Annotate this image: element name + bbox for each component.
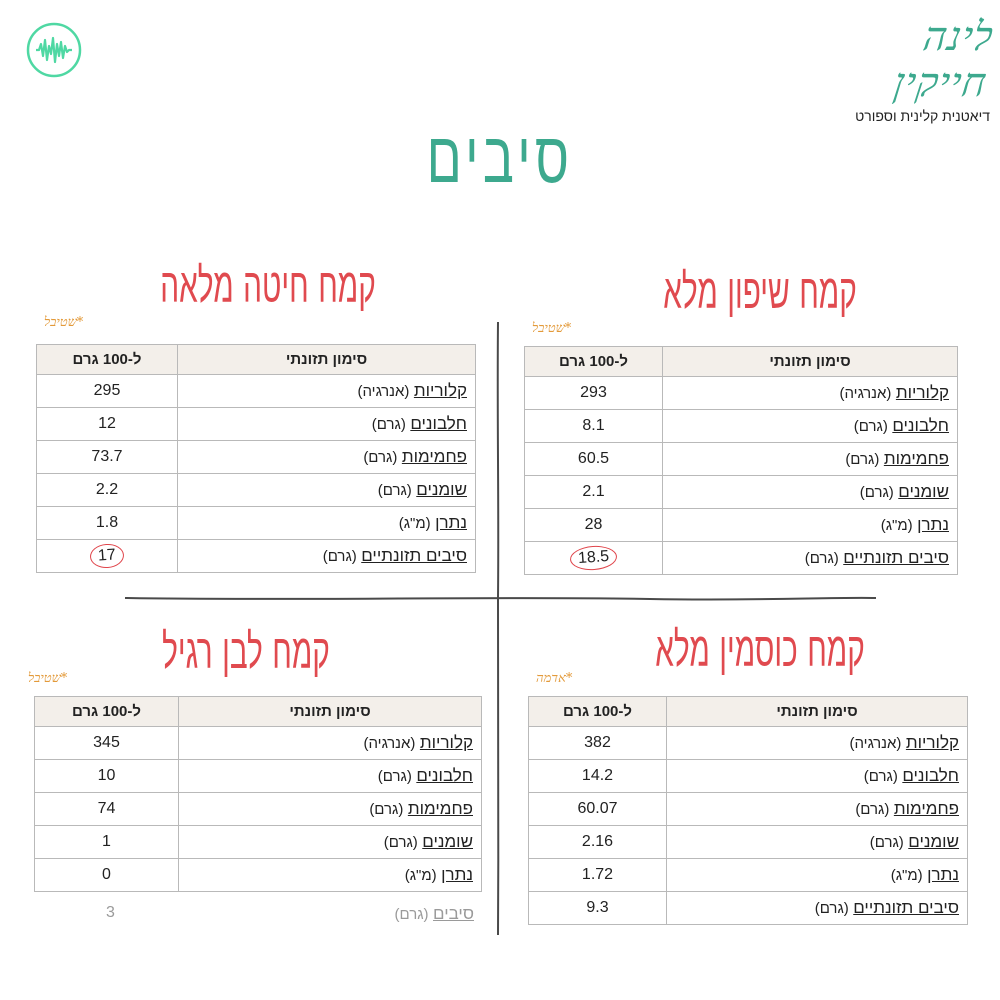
table-row bbox=[37, 507, 476, 540]
nutrient-unit: (אנרגיה) bbox=[849, 735, 902, 752]
header-label: סימון תזונתי bbox=[178, 345, 476, 375]
nutrient-link[interactable]: חלבונים bbox=[902, 766, 959, 785]
nutrient-value: 12 bbox=[37, 408, 178, 441]
nutrient-unit: (גרם) bbox=[322, 548, 357, 565]
nutrient-value: 1.8 bbox=[37, 507, 178, 540]
nutrient-unit: (גרם) bbox=[377, 768, 412, 785]
table-row bbox=[525, 410, 958, 443]
nutrient-value: 1.72 bbox=[529, 859, 667, 892]
nutrient-link[interactable]: סיבים תזונתיים bbox=[853, 898, 959, 917]
panel-note: *שטיבל bbox=[28, 671, 68, 686]
nutrient-value: 0 bbox=[35, 859, 179, 892]
nutrient-value: 2.2 bbox=[37, 474, 178, 507]
table-row bbox=[35, 859, 482, 892]
table-row bbox=[37, 474, 476, 507]
table-row bbox=[37, 375, 476, 408]
nutrient-unit: (מ"ג) bbox=[880, 517, 913, 534]
table-row bbox=[35, 793, 482, 826]
nutrient-link[interactable]: סיבים תזונתיים bbox=[361, 546, 467, 565]
nutrient-unit: (גרם) bbox=[371, 416, 406, 433]
nutrition-table bbox=[524, 346, 958, 575]
table-row bbox=[35, 727, 482, 760]
nutrient-value: 382 bbox=[529, 727, 667, 760]
table-row bbox=[529, 859, 968, 892]
nutrient-value: 1 bbox=[35, 826, 179, 859]
nutrient-unit: (גרם) bbox=[859, 484, 894, 501]
nutrient-value: 60.07 bbox=[529, 793, 667, 826]
nutrient-link[interactable]: חלבונים bbox=[416, 766, 473, 785]
nutrient-link[interactable]: סיבים bbox=[433, 904, 474, 923]
nutrient-link[interactable]: נתרן bbox=[927, 865, 959, 884]
nutrient-unit: (גרם) bbox=[845, 451, 880, 468]
header-value: ל-100 גרם bbox=[525, 347, 663, 377]
nutrient-link[interactable]: פחמימות bbox=[401, 447, 467, 466]
panel-title: קמח לבן רגיל bbox=[162, 624, 330, 680]
page-title: סיבים bbox=[426, 115, 574, 199]
nutrient-unit: (גרם) bbox=[863, 768, 898, 785]
nutrient-value: 8.1 bbox=[525, 410, 663, 443]
table-row bbox=[529, 793, 968, 826]
nutrient-value: 3 bbox=[106, 904, 115, 921]
nutrient-value: 60.5 bbox=[525, 443, 663, 476]
nutrient-link[interactable]: נתרן bbox=[441, 865, 473, 884]
nutrient-value: 10 bbox=[35, 760, 179, 793]
nutrient-unit: (אנרגיה) bbox=[839, 385, 892, 402]
header-label: סימון תזונתי bbox=[179, 697, 482, 727]
table-row bbox=[525, 509, 958, 542]
nutrient-value: 74 bbox=[35, 793, 179, 826]
table-row bbox=[37, 408, 476, 441]
nutrient-link[interactable]: קלוריות bbox=[419, 733, 473, 752]
nutrient-unit: (גרם) bbox=[814, 900, 849, 917]
table-row bbox=[37, 441, 476, 474]
nutrient-unit: (גרם) bbox=[369, 801, 404, 818]
table-row bbox=[529, 892, 968, 925]
panel-note: *שטיבל bbox=[44, 315, 84, 330]
table-row bbox=[525, 476, 958, 509]
nutrient-link[interactable]: פחמימות bbox=[893, 799, 959, 818]
table-row bbox=[529, 826, 968, 859]
header-label: סימון תזונתי bbox=[667, 697, 968, 727]
nutrition-table bbox=[528, 696, 968, 925]
nutrient-unit: (אנרגיה) bbox=[363, 735, 416, 752]
header-label: סימון תזונתי bbox=[663, 347, 958, 377]
nutrient-unit: (גרם) bbox=[804, 550, 839, 567]
nutrient-link[interactable]: שומנים bbox=[908, 832, 959, 851]
logo-name: לינה חייקין bbox=[890, 14, 997, 106]
panel-note: *אדמה bbox=[536, 671, 573, 686]
faded-fiber-row bbox=[34, 904, 482, 928]
table-row bbox=[525, 542, 958, 575]
nutrient-value: 73.7 bbox=[37, 441, 178, 474]
table-row bbox=[37, 540, 476, 573]
nutrient-link[interactable]: שומנים bbox=[898, 482, 949, 501]
nutrient-link[interactable]: שומנים bbox=[422, 832, 473, 851]
nutrient-unit: (גרם) bbox=[855, 801, 890, 818]
nutrient-unit: (מ"ג) bbox=[398, 515, 431, 532]
nutrient-value: 9.3 bbox=[529, 892, 667, 925]
circled-fiber-value: 18.5 bbox=[569, 544, 618, 571]
nutrient-unit: (גרם) bbox=[853, 418, 888, 435]
nutrient-link[interactable]: נתרן bbox=[917, 515, 949, 534]
nutrient-link[interactable]: פחמימות bbox=[407, 799, 473, 818]
nutrient-unit: (מ"ג) bbox=[404, 867, 437, 884]
nutrient-value: 14.2 bbox=[529, 760, 667, 793]
nutrient-link[interactable]: חלבונים bbox=[892, 416, 949, 435]
nutrition-table bbox=[34, 696, 482, 892]
nutrient-unit: (גרם) bbox=[377, 482, 412, 499]
nutrient-link[interactable]: פחמימות bbox=[883, 449, 949, 468]
header-value: ל-100 גרם bbox=[37, 345, 178, 375]
header-value: ל-100 גרם bbox=[35, 697, 179, 727]
nutrient-link[interactable]: סיבים תזונתיים bbox=[843, 548, 949, 567]
panel-note: *שטיבל bbox=[532, 321, 572, 336]
nutrient-unit: (מ"ג) bbox=[890, 867, 923, 884]
header-value: ל-100 גרם bbox=[529, 697, 667, 727]
nutrient-unit: (גרם) bbox=[383, 834, 418, 851]
logo-subtitle: דיאטנית קלינית וספורט bbox=[855, 108, 990, 124]
nutrient-value: 293 bbox=[525, 377, 663, 410]
nutrient-link[interactable]: נתרן bbox=[435, 513, 467, 532]
panel-title: קמח כוסמין מלא bbox=[655, 622, 865, 678]
nutrient-link[interactable]: שומנים bbox=[416, 480, 467, 499]
nutrient-link[interactable]: קלוריות bbox=[905, 733, 959, 752]
table-row bbox=[35, 826, 482, 859]
table-row bbox=[529, 760, 968, 793]
nutrient-value: 2.1 bbox=[525, 476, 663, 509]
nutrient-value: 345 bbox=[35, 727, 179, 760]
nutrient-link[interactable]: חלבונים bbox=[410, 414, 467, 433]
panel-title: קמח חיטה מלאה bbox=[160, 258, 376, 314]
nutrient-link[interactable]: קלוריות bbox=[895, 383, 949, 402]
nutrition-table bbox=[36, 344, 476, 573]
nutrient-unit: (אנרגיה) bbox=[357, 383, 410, 400]
nutrient-link[interactable]: קלוריות bbox=[413, 381, 467, 400]
panel-title: קמח שיפון מלא bbox=[663, 264, 857, 320]
table-row bbox=[525, 443, 958, 476]
table-row bbox=[35, 760, 482, 793]
table-row bbox=[529, 727, 968, 760]
nutrient-value: 2.16 bbox=[529, 826, 667, 859]
circled-fiber-value: 17 bbox=[89, 543, 124, 569]
nutrient-unit: (גרם) bbox=[394, 906, 429, 923]
nutrient-unit: (גרם) bbox=[363, 449, 398, 466]
nutrient-unit: (גרם) bbox=[869, 834, 904, 851]
table-row bbox=[525, 377, 958, 410]
nutrient-value: 295 bbox=[37, 375, 178, 408]
nutrient-value: 28 bbox=[525, 509, 663, 542]
